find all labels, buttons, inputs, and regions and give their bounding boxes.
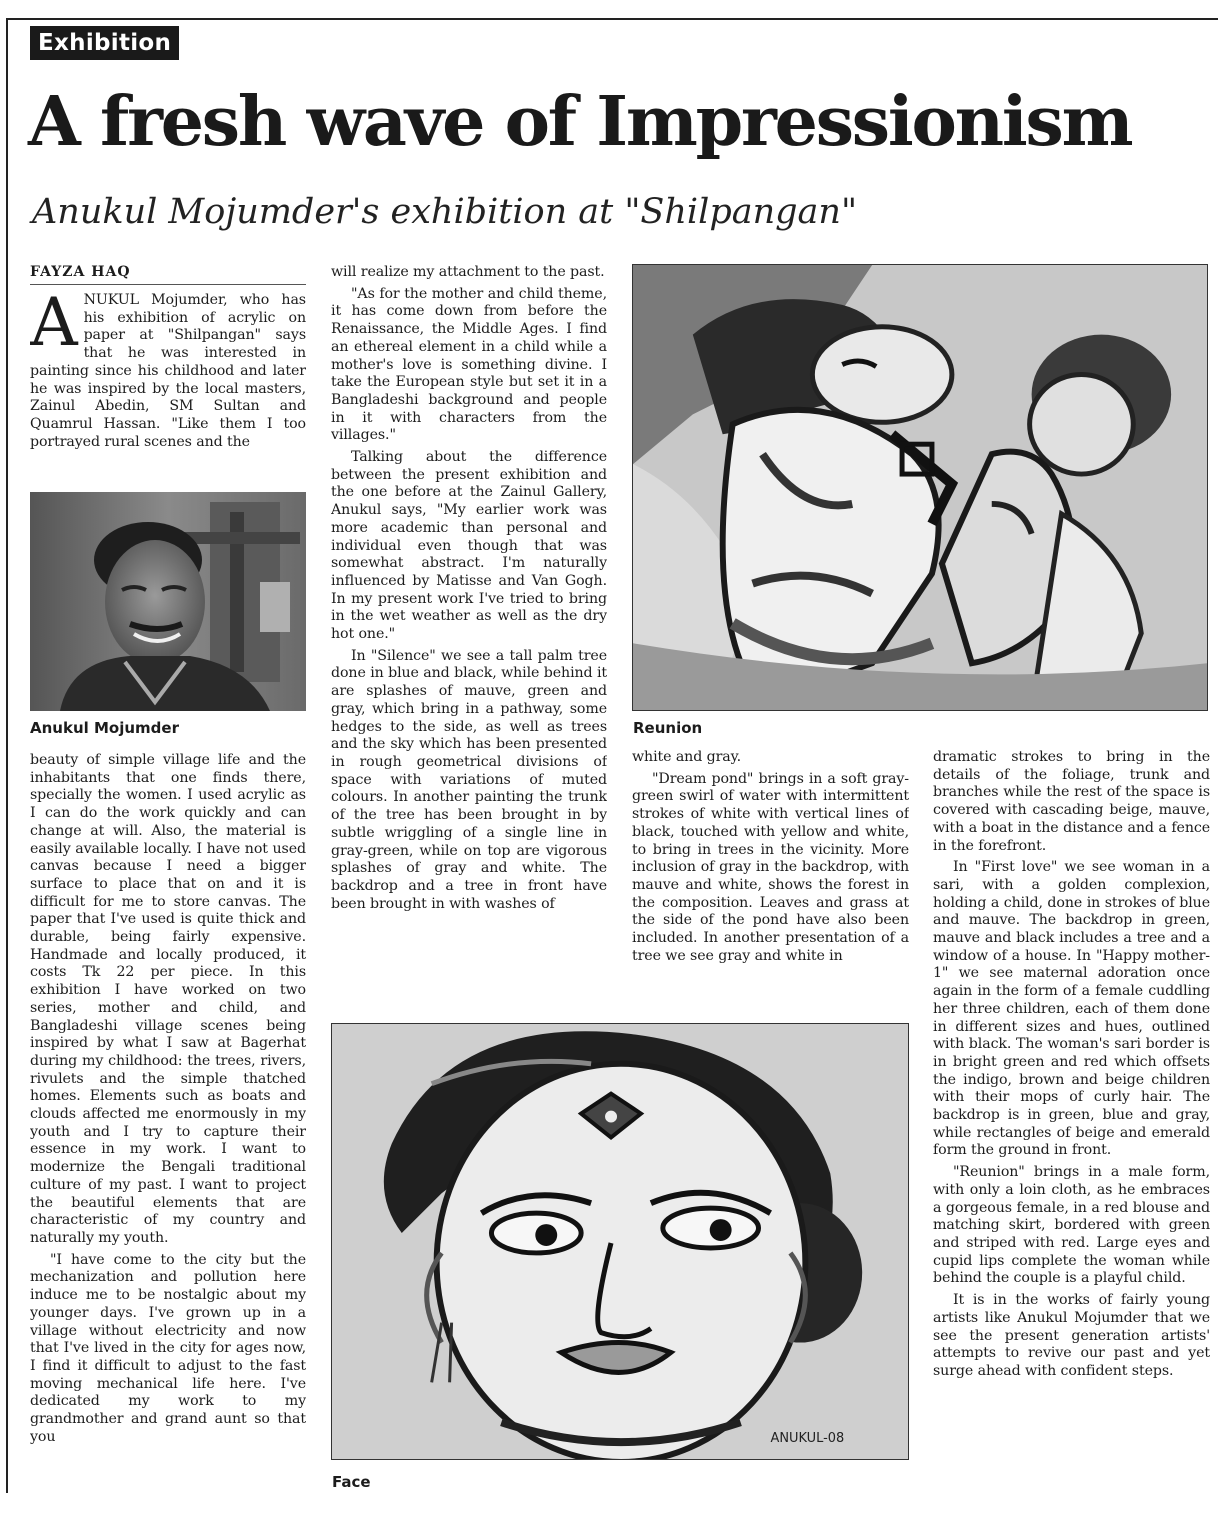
top-rule (6, 18, 1218, 20)
lead-text: NUKUL Mojumder, who has his exhibition of acrylic on paper at "Shilpangan" says that he was interested in painting since his childhood and later he was inspired by the local masters, Zainul Abedin, SM Sultan and Quamrul Hassan. "Like them I too portrayed rural scenes and the (30, 292, 306, 450)
col1-paragraph-2: "I have come to the city but the mechanization and pollution here induce me to be nostalgic about my younger days. I've grown up in a village without electricity and now that I've lived in the city for ages now, I find it difficult to adjust to the fast moving mechanical life here. I've dedicated my work to my grandmother and grand aunt so that you (30, 1251, 306, 1445)
col2-paragraph-4: In "Silence" we see a tall palm tree done in blue and black, while behind it are splashes of mauve, green and gray, which bring in a pathway, some hedges to the side, as well as trees and the sky which has been presented in rough geometrical divisions of space with variations of muted colours. In another painting the trunk of the tree has been brought in by subtle wriggling of a single line in gray-green, while on top are vigorous splashes of gray and white. The backdrop and a tree in front have been brought in with washes of (331, 647, 607, 912)
col4-paragraph-2: In "First love" we see woman in a sari, with a golden complexion, holding a child, done in strokes of blue and mauve. The backdrop in green, mauve and black includes a tree and a window of a house. In "Happy mother-1" we see maternal adoration once again in the form of a female cuddling her three children, each of them done in different sizes and hues, outlined with black. The woman's sari border is in bright green and red which offsets the indigo, brown and beige children with their mops of curly hair. The backdrop is in green, blue and gray, while rectangles of beige and emerald form the ground in front. (933, 859, 1210, 1159)
column-1-bottom (30, 752, 306, 1494)
reunion-painting (632, 264, 1208, 711)
subheadline: Anukul Mojumder's exhibition at "Shilpangan" (32, 192, 858, 232)
reunion-caption: Reunion (633, 719, 703, 737)
portrait-caption: Anukul Mojumder (30, 719, 179, 737)
col1-paragraph-1: beauty of simple village life and the inhabitants that one finds there, specially the women. I used acrylic as I can do the work quickly and can change at will. Also, the material is easily available locally. I have not used canvas because I need a bigger surface to place that on and it is difficult for me to store canvas. The paper that I've used is quite thick and durable, being fairly expensive. Handmade and locally produced, it costs Tk 22 per piece. In this exhibition I have worked on two series, mother and child, and Bangladeshi village scenes being inspired by what I saw at Bagerhat during my childhood: the trees, rivers, rivulets and the simple thatched homes. Elements such as boats and clouds affected me enormously in my youth and I try to capture their essence in my work. I want to modernize the Bengali traditional culture of my past. I want to project the beautiful elements that are characteristic of my country and naturally my youth. (30, 752, 306, 1246)
col4-paragraph-4: It is in the works of fairly young artists like Anukul Mojumder that we see the present generation artists' attempts to revive our past and yet surge ahead with confident steps. (933, 1292, 1210, 1379)
col2-paragraph-3: Talking about the difference between the present exhibition and the one before at the Zainul Gallery, Anukul says, "My earlier work was more academic than personal and individual even though that was somewhat abstract. I'm naturally influenced by Matisse and Van Gogh. In my present work I've tried to bring in the wet weather as well as the dry hot one." (331, 449, 607, 643)
left-rule (6, 18, 8, 1493)
face-caption: Face (332, 1473, 371, 1491)
col2-paragraph-2: "As for the mother and child theme, it has come down from before the Renaissance, the Middle Ages. I find an ethereal element in a child while a mother's love is something divine. I take the European style but set it in a Bangladeshi background and people in it with characters from the villages." (331, 285, 607, 444)
lead-paragraph (30, 292, 306, 451)
column-3 (632, 749, 909, 999)
column-1-top (30, 292, 306, 476)
col3-paragraph-1: white and gray. (632, 749, 742, 765)
col3-paragraph-2: "Dream pond" brings in a soft gray-green swirl of water with intermittent strokes of white with vertical lines of black, touched with yellow and white, to bring in trees in the vicinity. More inclusion of gray in the backdrop, with mauve and white, shows the forest in the composition. Leaves and grass at the side of the pond have also been included. In another presentation of a tree we see gray and white in (632, 770, 909, 964)
col4-paragraph-3: "Reunion" brings in a male form, with only a loin cloth, as he embraces a gorgeous female, in a red blouse and matching skirt, bordered with green and striped with red. Large eyes and cupid lips complete the woman while behind the couple is a playful child. (933, 1164, 1210, 1287)
painting-signature: ANUKUL-08 (770, 1431, 845, 1447)
drop-cap: A (30, 292, 78, 361)
col4-paragraph-1: dramatic strokes to bring in the details of the foliage, trunk and branches while the rest of the space is covered with cascading beige, mauve, with a boat in the distance and a fence in the forefront. (933, 749, 1210, 854)
portrait-photo (30, 492, 306, 711)
section-tag: Exhibition (30, 26, 179, 60)
col2-paragraph-1: will realize my attachment to the past. (331, 264, 605, 280)
byline: FAYZA HAQ (30, 262, 306, 285)
column-4 (933, 749, 1210, 1494)
headline: A fresh wave of Impressionism (28, 82, 1132, 162)
column-2 (331, 264, 607, 1006)
face-painting (331, 1023, 909, 1460)
